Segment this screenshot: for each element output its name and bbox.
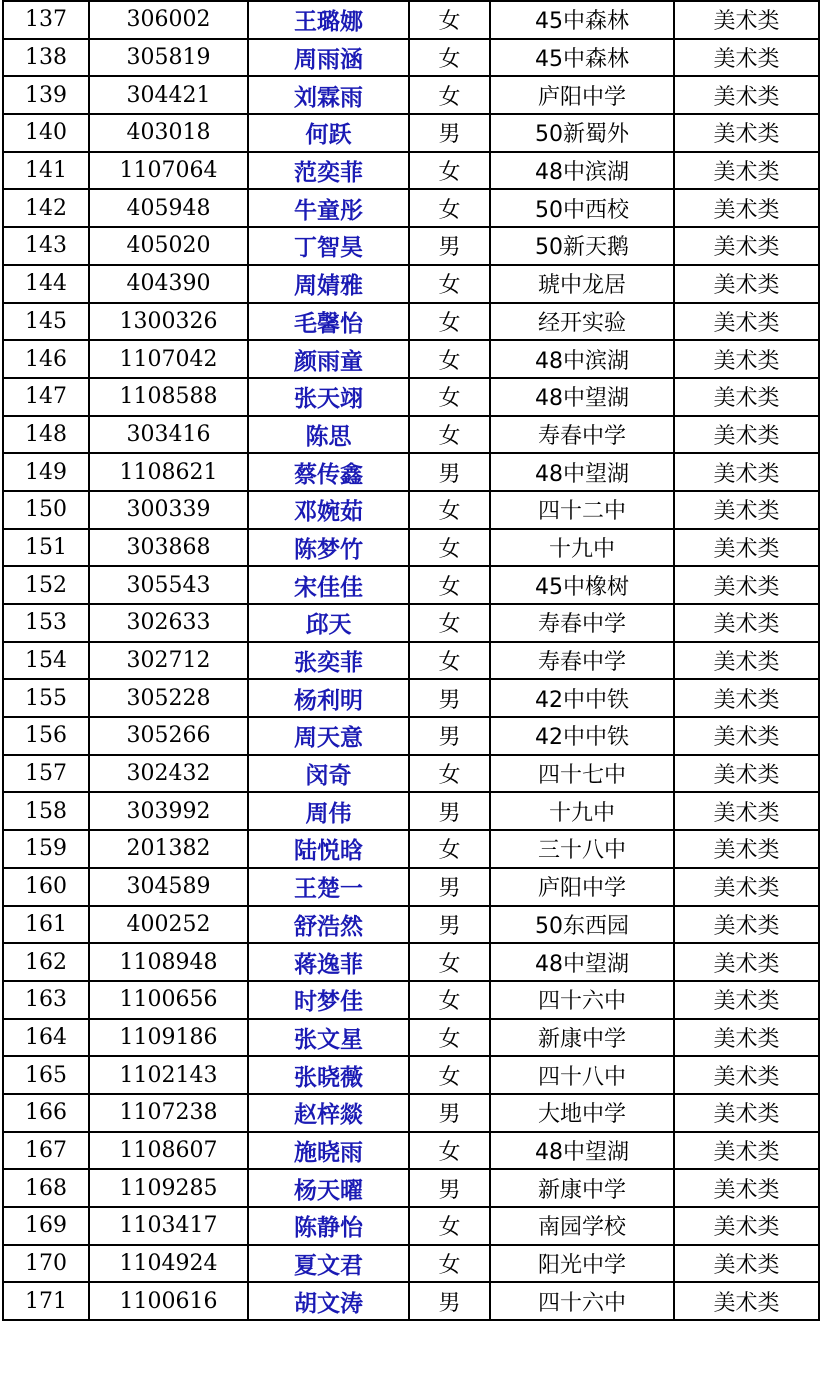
student-name-cell: 夏文君 [248, 1245, 409, 1283]
student-id-cell: 302712 [89, 642, 248, 680]
table-row [3, 755, 819, 793]
table-row [3, 1019, 819, 1057]
category-cell: 美术类 [674, 491, 819, 529]
gender-cell: 女 [409, 1056, 490, 1094]
row-number-cell: 169 [3, 1207, 89, 1245]
school-cell: 寿春中学 [490, 642, 674, 680]
student-name-cell: 陆悦晗 [248, 830, 409, 868]
student-id-cell: 405948 [89, 189, 248, 227]
table-row [3, 189, 819, 227]
gender-cell: 女 [409, 604, 490, 642]
category-cell: 美术类 [674, 792, 819, 830]
category-cell: 美术类 [674, 265, 819, 303]
gender-cell: 女 [409, 755, 490, 793]
table-row [3, 453, 819, 491]
table-row [3, 717, 819, 755]
category-cell: 美术类 [674, 1019, 819, 1057]
gender-cell: 女 [409, 491, 490, 529]
row-number-cell: 168 [3, 1169, 89, 1207]
student-id-cell: 306002 [89, 1, 248, 39]
row-number-cell: 158 [3, 792, 89, 830]
school-cell: 42中中铁 [490, 717, 674, 755]
category-cell: 美术类 [674, 39, 819, 77]
school-cell: 琥中龙居 [490, 265, 674, 303]
row-number-cell: 140 [3, 114, 89, 152]
student-id-cell: 1108948 [89, 943, 248, 981]
student-id-cell: 201382 [89, 830, 248, 868]
school-cell: 48中望湖 [490, 943, 674, 981]
table-row [3, 981, 819, 1019]
student-name-cell: 毛馨怡 [248, 303, 409, 341]
school-cell: 50新天鹅 [490, 227, 674, 265]
student-name-cell: 施晓雨 [248, 1132, 409, 1170]
school-cell: 寿春中学 [490, 604, 674, 642]
row-number-cell: 155 [3, 679, 89, 717]
student-name-cell: 赵梓燚 [248, 1094, 409, 1132]
school-cell: 48中望湖 [490, 453, 674, 491]
gender-cell: 女 [409, 378, 490, 416]
student-id-cell: 403018 [89, 114, 248, 152]
category-cell: 美术类 [674, 1169, 819, 1207]
student-name-cell: 杨天曜 [248, 1169, 409, 1207]
category-cell: 美术类 [674, 566, 819, 604]
gender-cell: 女 [409, 1207, 490, 1245]
gender-cell: 男 [409, 679, 490, 717]
table-row [3, 1056, 819, 1094]
student-name-cell: 陈静怡 [248, 1207, 409, 1245]
row-number-cell: 154 [3, 642, 89, 680]
table-row [3, 906, 819, 944]
school-cell: 寿春中学 [490, 416, 674, 454]
table-row [3, 39, 819, 77]
student-id-cell: 400252 [89, 906, 248, 944]
gender-cell: 女 [409, 1019, 490, 1057]
school-cell: 大地中学 [490, 1094, 674, 1132]
gender-cell: 女 [409, 76, 490, 114]
gender-cell: 男 [409, 453, 490, 491]
school-cell: 42中中铁 [490, 679, 674, 717]
student-id-cell: 304589 [89, 868, 248, 906]
gender-cell: 男 [409, 1282, 490, 1320]
school-cell: 十九中 [490, 792, 674, 830]
row-number-cell: 138 [3, 39, 89, 77]
student-name-cell: 蔡传鑫 [248, 453, 409, 491]
table-row [3, 378, 819, 416]
student-name-cell: 邓婉茹 [248, 491, 409, 529]
gender-cell: 男 [409, 792, 490, 830]
student-id-cell: 302633 [89, 604, 248, 642]
category-cell: 美术类 [674, 340, 819, 378]
table-row [3, 604, 819, 642]
school-cell: 新康中学 [490, 1169, 674, 1207]
category-cell: 美术类 [674, 453, 819, 491]
gender-cell: 男 [409, 717, 490, 755]
student-name-cell: 张天翊 [248, 378, 409, 416]
student-id-cell: 1100616 [89, 1282, 248, 1320]
category-cell: 美术类 [674, 1207, 819, 1245]
student-name-cell: 时梦佳 [248, 981, 409, 1019]
student-id-cell: 1109186 [89, 1019, 248, 1057]
table-row [3, 1132, 819, 1170]
school-cell: 四十二中 [490, 491, 674, 529]
student-id-cell: 305819 [89, 39, 248, 77]
gender-cell: 女 [409, 416, 490, 454]
row-number-cell: 167 [3, 1132, 89, 1170]
table-row [3, 792, 819, 830]
student-id-cell: 1109285 [89, 1169, 248, 1207]
category-cell: 美术类 [674, 152, 819, 190]
school-cell: 四十八中 [490, 1056, 674, 1094]
row-number-cell: 141 [3, 152, 89, 190]
student-id-cell: 404390 [89, 265, 248, 303]
school-cell: 庐阳中学 [490, 868, 674, 906]
row-number-cell: 156 [3, 717, 89, 755]
school-cell: 48中滨湖 [490, 152, 674, 190]
student-id-cell: 405020 [89, 227, 248, 265]
school-cell: 四十六中 [490, 981, 674, 1019]
row-number-cell: 157 [3, 755, 89, 793]
student-name-cell: 舒浩然 [248, 906, 409, 944]
category-cell: 美术类 [674, 189, 819, 227]
student-name-cell: 杨利明 [248, 679, 409, 717]
row-number-cell: 152 [3, 566, 89, 604]
category-cell: 美术类 [674, 830, 819, 868]
student-name-cell: 丁智昊 [248, 227, 409, 265]
student-name-cell: 宋佳佳 [248, 566, 409, 604]
row-number-cell: 144 [3, 265, 89, 303]
gender-cell: 男 [409, 227, 490, 265]
row-number-cell: 153 [3, 604, 89, 642]
school-cell: 48中滨湖 [490, 340, 674, 378]
row-number-cell: 161 [3, 906, 89, 944]
row-number-cell: 163 [3, 981, 89, 1019]
student-name-cell: 何跃 [248, 114, 409, 152]
row-number-cell: 143 [3, 227, 89, 265]
category-cell: 美术类 [674, 1245, 819, 1283]
student-id-cell: 305543 [89, 566, 248, 604]
student-id-cell: 304421 [89, 76, 248, 114]
row-number-cell: 164 [3, 1019, 89, 1057]
table-row [3, 1282, 819, 1320]
student-id-cell: 1100656 [89, 981, 248, 1019]
gender-cell: 男 [409, 906, 490, 944]
gender-cell: 男 [409, 1169, 490, 1207]
category-cell: 美术类 [674, 755, 819, 793]
row-number-cell: 171 [3, 1282, 89, 1320]
category-cell: 美术类 [674, 416, 819, 454]
category-cell: 美术类 [674, 227, 819, 265]
student-id-cell: 1108621 [89, 453, 248, 491]
table-row [3, 1094, 819, 1132]
student-name-cell: 张奕菲 [248, 642, 409, 680]
gender-cell: 男 [409, 114, 490, 152]
category-cell: 美术类 [674, 642, 819, 680]
gender-cell: 女 [409, 39, 490, 77]
table-row [3, 1245, 819, 1283]
school-cell: 新康中学 [490, 1019, 674, 1057]
table-row [3, 1207, 819, 1245]
row-number-cell: 146 [3, 340, 89, 378]
student-id-cell: 303992 [89, 792, 248, 830]
category-cell: 美术类 [674, 981, 819, 1019]
gender-cell: 男 [409, 1094, 490, 1132]
row-number-cell: 166 [3, 1094, 89, 1132]
student-list-table [2, 0, 820, 1321]
student-id-cell: 1300326 [89, 303, 248, 341]
category-cell: 美术类 [674, 303, 819, 341]
category-cell: 美术类 [674, 114, 819, 152]
school-cell: 48中望湖 [490, 1132, 674, 1170]
table-row [3, 416, 819, 454]
student-id-cell: 1107238 [89, 1094, 248, 1132]
table-row [3, 529, 819, 567]
table-row [3, 642, 819, 680]
student-name-cell: 刘霖雨 [248, 76, 409, 114]
school-cell: 四十六中 [490, 1282, 674, 1320]
category-cell: 美术类 [674, 943, 819, 981]
gender-cell: 男 [409, 868, 490, 906]
table-row [3, 679, 819, 717]
category-cell: 美术类 [674, 378, 819, 416]
student-name-cell: 周婧雅 [248, 265, 409, 303]
student-id-cell: 303416 [89, 416, 248, 454]
student-id-cell: 1107064 [89, 152, 248, 190]
table-row [3, 868, 819, 906]
school-cell: 45中森林 [490, 39, 674, 77]
student-name-cell: 张文星 [248, 1019, 409, 1057]
gender-cell: 女 [409, 981, 490, 1019]
gender-cell: 女 [409, 566, 490, 604]
row-number-cell: 139 [3, 76, 89, 114]
table-row [3, 265, 819, 303]
student-id-cell: 1103417 [89, 1207, 248, 1245]
gender-cell: 女 [409, 642, 490, 680]
category-cell: 美术类 [674, 1282, 819, 1320]
category-cell: 美术类 [674, 529, 819, 567]
category-cell: 美术类 [674, 717, 819, 755]
student-name-cell: 陈思 [248, 416, 409, 454]
student-id-cell: 305266 [89, 717, 248, 755]
school-cell: 阳光中学 [490, 1245, 674, 1283]
student-id-cell: 303868 [89, 529, 248, 567]
row-number-cell: 170 [3, 1245, 89, 1283]
student-name-cell: 王楚一 [248, 868, 409, 906]
category-cell: 美术类 [674, 1056, 819, 1094]
category-cell: 美术类 [674, 906, 819, 944]
category-cell: 美术类 [674, 679, 819, 717]
school-cell: 45中森林 [490, 1, 674, 39]
category-cell: 美术类 [674, 1132, 819, 1170]
student-id-cell: 1102143 [89, 1056, 248, 1094]
table-row [3, 340, 819, 378]
row-number-cell: 150 [3, 491, 89, 529]
school-cell: 十九中 [490, 529, 674, 567]
gender-cell: 女 [409, 943, 490, 981]
table-row [3, 566, 819, 604]
category-cell: 美术类 [674, 1, 819, 39]
gender-cell: 女 [409, 830, 490, 868]
student-id-cell: 1107042 [89, 340, 248, 378]
student-name-cell: 邱天 [248, 604, 409, 642]
row-number-cell: 160 [3, 868, 89, 906]
student-name-cell: 牛童彤 [248, 189, 409, 227]
school-cell: 四十七中 [490, 755, 674, 793]
gender-cell: 女 [409, 1132, 490, 1170]
row-number-cell: 137 [3, 1, 89, 39]
student-id-cell: 305228 [89, 679, 248, 717]
student-name-cell: 颜雨童 [248, 340, 409, 378]
row-number-cell: 149 [3, 453, 89, 491]
student-name-cell: 胡文涛 [248, 1282, 409, 1320]
table-row [3, 303, 819, 341]
student-name-cell: 闵奇 [248, 755, 409, 793]
gender-cell: 女 [409, 1, 490, 39]
gender-cell: 女 [409, 152, 490, 190]
category-cell: 美术类 [674, 868, 819, 906]
table-row [3, 491, 819, 529]
table-row [3, 76, 819, 114]
row-number-cell: 162 [3, 943, 89, 981]
row-number-cell: 165 [3, 1056, 89, 1094]
gender-cell: 女 [409, 340, 490, 378]
student-id-cell: 1108588 [89, 378, 248, 416]
row-number-cell: 151 [3, 529, 89, 567]
table-row [3, 1169, 819, 1207]
row-number-cell: 142 [3, 189, 89, 227]
school-cell: 45中橡树 [490, 566, 674, 604]
school-cell: 48中望湖 [490, 378, 674, 416]
school-cell: 南园学校 [490, 1207, 674, 1245]
gender-cell: 女 [409, 303, 490, 341]
gender-cell: 女 [409, 265, 490, 303]
student-name-cell: 张晓薇 [248, 1056, 409, 1094]
table-row [3, 227, 819, 265]
category-cell: 美术类 [674, 604, 819, 642]
table-row [3, 943, 819, 981]
school-cell: 经开实验 [490, 303, 674, 341]
student-name-cell: 周雨涵 [248, 39, 409, 77]
student-name-cell: 周伟 [248, 792, 409, 830]
category-cell: 美术类 [674, 76, 819, 114]
gender-cell: 女 [409, 189, 490, 227]
school-cell: 庐阳中学 [490, 76, 674, 114]
student-id-cell: 302432 [89, 755, 248, 793]
table-row [3, 152, 819, 190]
row-number-cell: 159 [3, 830, 89, 868]
gender-cell: 女 [409, 1245, 490, 1283]
table-row [3, 1, 819, 39]
student-name-cell: 周天意 [248, 717, 409, 755]
table-body [3, 1, 819, 1320]
row-number-cell: 148 [3, 416, 89, 454]
row-number-cell: 147 [3, 378, 89, 416]
category-cell: 美术类 [674, 1094, 819, 1132]
row-number-cell: 145 [3, 303, 89, 341]
student-id-cell: 1104924 [89, 1245, 248, 1283]
gender-cell: 女 [409, 529, 490, 567]
table-row [3, 830, 819, 868]
school-cell: 三十八中 [490, 830, 674, 868]
student-id-cell: 300339 [89, 491, 248, 529]
school-cell: 50中西校 [490, 189, 674, 227]
table-row [3, 114, 819, 152]
school-cell: 50东西园 [490, 906, 674, 944]
student-name-cell: 范奕菲 [248, 152, 409, 190]
student-name-cell: 陈梦竹 [248, 529, 409, 567]
student-id-cell: 1108607 [89, 1132, 248, 1170]
student-name-cell: 王璐娜 [248, 1, 409, 39]
school-cell: 50新蜀外 [490, 114, 674, 152]
student-name-cell: 蒋逸菲 [248, 943, 409, 981]
